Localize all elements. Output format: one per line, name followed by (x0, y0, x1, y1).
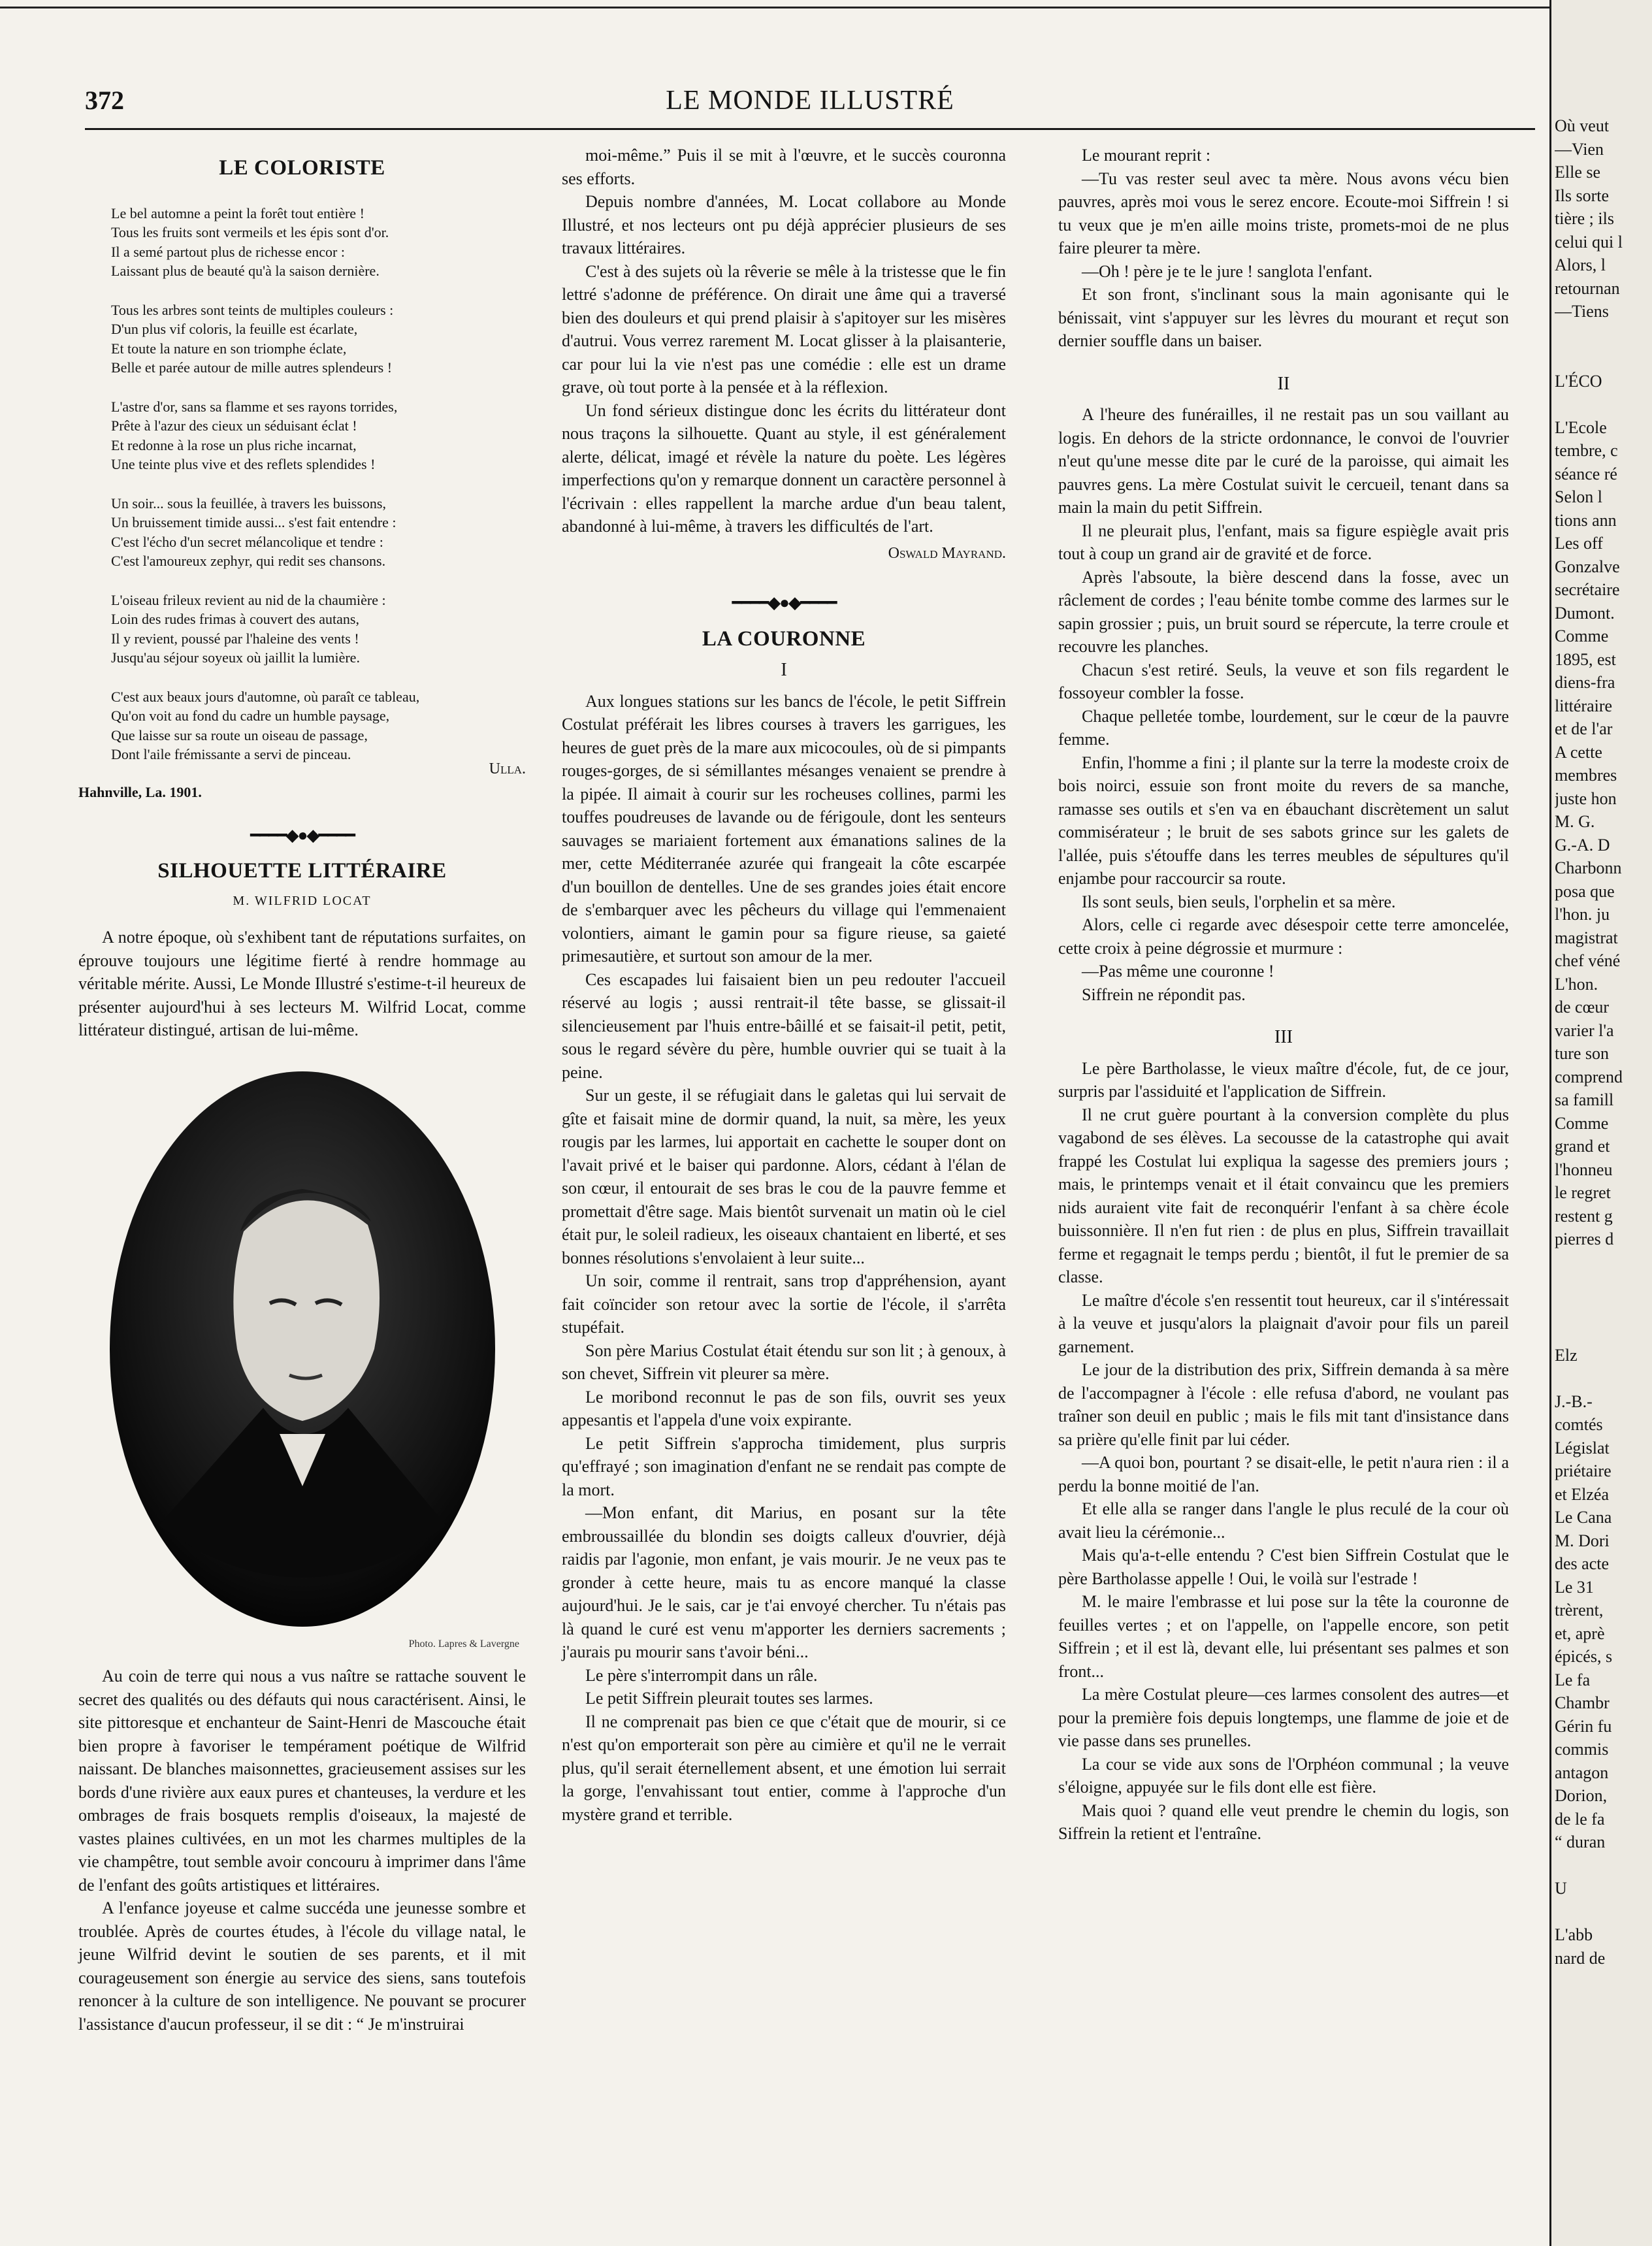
paragraph: Le petit Siffrein s'approcha timidement, plus surpris qu'effrayé ; son imagination d'enfant ne se rendait pas compte de la mort. (562, 1433, 1006, 1499)
poem-line: Et redonne à la rose un plus riche incarnat, (111, 436, 357, 453)
adjacent-line: Le 31 (1555, 1577, 1594, 1597)
paragraph: —Mon enfant, dit Marius, en posant sur la tête embroussaillée du blondin ses doigts calleux d'ouvrier, déjà raidis par l'agonie, mon enfant, je vais mourir. Je ne veux pas te gronder à cette heure, mais tu as encore manqué la classe aujourd'hui. Je le sais, car je t'ai envoyé chercher. Tu n'étais pas là quand le curé est venu m'apporter les derniers sacrements ; j'aurais pu mourir sans t'avoir béni... (562, 1503, 1006, 1661)
adjacent-page-column (1555, 114, 1652, 1970)
adjacent-line: varier l'a (1555, 1020, 1614, 1040)
adjacent-line: Alors, l (1555, 255, 1606, 274)
adjacent-line: L'hon. (1555, 974, 1598, 994)
column-2 (562, 144, 1006, 1826)
poem-line: Il a semé partout plus de richesse encor : (111, 243, 345, 260)
adjacent-line: tembre, c (1555, 441, 1618, 460)
adjacent-line: Législat (1555, 1438, 1610, 1457)
adjacent-line: membres (1555, 766, 1617, 785)
paragraph: —Tu vas rester seul avec ta mère. Nous avons vécu bien pauvres, après moi vous le serez encore. Ecoute-moi Siffrein ! si tu veux que je m'en aille moins triste, promets-moi de ne plus faire pleurer ta mère. (1058, 169, 1509, 257)
top-border-line (0, 7, 1652, 8)
adjacent-line: Gonzalve (1555, 557, 1620, 576)
couronne-part-3 (1058, 1057, 1509, 1846)
adjacent-line: M. G. (1555, 812, 1595, 831)
poem-line: Loin des rudes frimas à couvert des autans, (111, 611, 359, 627)
adjacent-line: M. Dori (1555, 1531, 1610, 1550)
paragraph: Le père s'interrompit dans un râle. (585, 1665, 818, 1685)
adjacent-line: ture son (1555, 1044, 1610, 1063)
adjacent-line: Le fa (1555, 1670, 1591, 1689)
paragraph: Il ne comprenait pas bien ce que c'était que de mourir, si ce n'est qu'on emporterait son père au cimière et qu'il ne le verrait plus, qu'il serait éternellement absent, et une émotion lui serrait la gorge, l'envahissant tout entier, comme à l'approche d'un mystère grand et terrible. (562, 1712, 1006, 1824)
paragraph: La cour se vide aux sons de l'Orphéon communal ; la veuve s'éloigne, appuyée sur le fils dont elle est fière. (1058, 1754, 1509, 1797)
adjacent-line: diens-fra (1555, 673, 1615, 692)
paragraph: Siffrein ne répondit pas. (1082, 985, 1246, 1004)
adjacent-line: et, aprè (1555, 1623, 1605, 1643)
adjacent-line: priétaire (1555, 1461, 1612, 1480)
adjacent-line: Dumont. (1555, 603, 1615, 623)
paragraph: Alors, celle ci regarde avec désespoir cette terre amoncelée, cette croix à peine dégrossie et murmure : (1058, 915, 1509, 958)
poem-line: Prête à l'azur des cieux un séduisant éclat ! (111, 417, 357, 434)
photo-caption: Photo. Lapres & Lavergne (408, 1638, 519, 1650)
poem-stanza (111, 494, 526, 571)
adjacent-line: nard de (1555, 1948, 1606, 1968)
adjacent-line: J.-B.- (1555, 1392, 1593, 1411)
ornament-divider-2: ━━━━◆●◆━━━━ (732, 593, 836, 612)
paragraph: Mais qu'a-t-elle entendu ? C'est bien Siffrein Costulat que le père Bartholasse appelle ! Oui, le voilà sur l'estrade ! (1058, 1546, 1509, 1588)
poem-title: LE COLORISTE (219, 156, 385, 180)
adjacent-line: l'honneu (1555, 1160, 1613, 1179)
adjacent-line (1555, 346, 1652, 370)
adjacent-line: sa famill (1555, 1090, 1614, 1109)
paragraph: A notre époque, où s'exhibent tant de réputations surfaites, on éprouve toujours une légitime fierté à rendre hommage au véritable mérite. Aussi, Le Monde Illustré s'estime-t-il heureux de présenter aujourd'hui à ses lecteurs M. Wilfrid Locat, comme littérateur distingué, artisan de lui-même. (78, 928, 526, 1039)
header-rule (85, 128, 1535, 130)
column-3 (1058, 144, 1509, 1846)
adjacent-line: A cette (1555, 742, 1602, 762)
poem-place-date: Hahnville, La. 1901. (78, 784, 202, 800)
poem-line: L'oiseau frileux revient au nid de la chaumière : (111, 591, 386, 608)
poem-line: Dont l'aile frémissante a servi de pinceau. (111, 746, 351, 762)
couronne-part-2 (1058, 403, 1509, 1006)
adjacent-line: Comme (1555, 1113, 1609, 1133)
adjacent-line: juste hon (1555, 789, 1617, 808)
paragraph: Enfin, l'homme a fini ; il plante sur la terre la modeste croix de bois noirci, essuie son front moite du revers de sa manche, ramasse ses outils et s'en va en ébauchant discrètement un salut commisérateur ; le bruit de ses sabots grince sur les galets de l'allée, puis s'étouffe dans les terres meubles de sépultures qu'il enjambe pour raccourcir sa route. (1058, 753, 1509, 888)
section-number-3: III (1274, 1027, 1293, 1047)
poem-line: Belle et parée autour de mille autres splendeurs ! (111, 359, 393, 376)
silhouette-intro (78, 926, 526, 1042)
paragraph: —Pas même une couronne ! (1082, 962, 1274, 981)
adjacent-line (1555, 1320, 1652, 1344)
poem-line: Le bel automne a peint la forêt tout entière ! (111, 204, 364, 221)
adjacent-line: pierres d (1555, 1229, 1614, 1248)
adjacent-line: épicés, s (1555, 1647, 1613, 1666)
paragraph: moi-même.” Puis il se mit à l'œuvre, et le succès couronna ses efforts. (562, 146, 1006, 188)
paragraph: Après l'absoute, la bière descend dans la fosse, avec un râclement de cordes ; l'eau bénite tombe comme des larmes sur le sapin grossier ; puis, un bruit sourd se répercute, la terre croule et recouvre les planches. (1058, 567, 1509, 656)
silhouette-signature: Oswald Mayrand. (888, 544, 1006, 562)
adjacent-line: comprend (1555, 1067, 1623, 1086)
adjacent-line: secrétaire (1555, 580, 1620, 599)
silhouette-continued (562, 144, 1006, 538)
paragraph: Ils sont seuls, bien seuls, l'orphelin et sa mère. (1082, 892, 1396, 911)
adjacent-line (1555, 393, 1652, 416)
adjacent-line: Selon l (1555, 487, 1602, 506)
paragraph: —Oh ! père je te le jure ! sanglota l'enfant. (1082, 261, 1373, 281)
adjacent-line: —Vien (1555, 139, 1604, 159)
poem-line: Qu'on voit au fond du cadre un humble paysage, (111, 708, 390, 724)
poem-line: Un bruissement timide aussi... s'est fait entendre : (111, 514, 397, 530)
adjacent-line: grand et (1555, 1137, 1610, 1156)
paragraph: Et son front, s'inclinant sous la main agonisante qui le bénissait, vint s'appuyer sur les lèvres du mourant et reçut son dernier souffle dans un baiser. (1058, 285, 1509, 350)
paragraph: Un fond sérieux distingue donc les écrits du littérateur dont nous traçons la silhouette. Quant au style, il est généralement alerte, délicat, imagé et révèle la nature du poète. Les légères imperfections qu'on y remarque donnent un caractère personnel à l'écrivain : elles rappellent la marche ardue d'un beau talent, abandonné à lui-même, à travers les difficultés de l'art. (562, 400, 1006, 536)
adjacent-line: et de l'ar (1555, 719, 1613, 738)
paragraph: Il ne pleurait plus, l'enfant, mais sa figure espiègle avait pris tout à coup un grand air de gravité et de force. (1058, 521, 1509, 563)
paragraph: Mais quoi ? quand elle veut prendre le chemin du logis, son Siffrein la retient et l'entraîne. (1058, 1800, 1509, 1843)
poem-stanza (111, 687, 526, 764)
poem-line: Tous les fruits sont vermeils et les épis sont d'or. (111, 224, 389, 240)
adjacent-line: G.-A. D (1555, 835, 1610, 854)
adjacent-line: Comme (1555, 627, 1609, 645)
adjacent-line: U (1555, 1879, 1567, 1898)
poem-line: Il y revient, poussé par l'haleine des vents ! (111, 630, 359, 647)
paragraph: Il ne crut guère pourtant à la conversion complète du plus vagabond de ses élèves. La secousse de la catastrophe qui avait frappé les Costulat lui expliqua la sagesse des premiers jours ; mais, le printemps venait et il était convaincu que les premiers nids auraient vite fait de reconquérir l'enfant à sa chère école buissonnière. Il n'en fut rien : de plus en plus, Siffrein travaillait ferme et regagnait le temps perdu ; bientôt, il fut le premier de sa classe. (1058, 1105, 1509, 1286)
poem-stanza (111, 301, 526, 378)
adjacent-line: Dorion, (1555, 1786, 1608, 1805)
adjacent-line: tière ; ils (1555, 209, 1614, 228)
poem-line: Laissant plus de beauté qu'à la saison dernière. (111, 263, 380, 279)
paragraph: Ces escapades lui faisaient bien un peu redouter l'accueil réservé au logis ; aussi rentrait-il tête basse, se glissait-il silencieusement par l'huis entre-bâillé et se faisait-il petit, petit, sous le regard sévère du père, humble ouvrier qui se tuait à la peine. (562, 969, 1006, 1082)
paragraph: C'est à des sujets où la rêverie se mêle à la tristesse que le fin lettré s'adonne de préférence. On dirait une âme qui a traversé bien des douleurs et qui prend plaisir à s'apitoyer sur les misères d'autrui. Vous verrez rarement M. Locat glisser à la plaisanterie, car pour lui la vie n'est pas une comédie : elle est un drame grave, où tout porte à la pensée et à la réflexion. (562, 261, 1006, 397)
adjacent-line: Chambr (1555, 1693, 1610, 1712)
paragraph: Le petit Siffrein pleurait toutes ses larmes. (585, 1689, 873, 1708)
adjacent-line: comtés (1555, 1415, 1603, 1434)
poem-line: Un soir... sous la feuillée, à travers les buissons, (111, 495, 386, 512)
adjacent-line: magistrat (1555, 928, 1618, 947)
poem-line: Jusqu'au séjour soyeux où jaillit la lumière. (111, 649, 360, 666)
adjacent-line: Le Cana (1555, 1508, 1612, 1527)
adjacent-line (1555, 1900, 1652, 1924)
adjacent-line: l'hon. ju (1555, 905, 1610, 924)
paragraph: Le jour de la distribution des prix, Siffrein demanda à sa mère de l'accompagner à l'école : elle refusa d'abord, ne voulant pas traîner son deuil en public ; mais le fils mit tant d'insistance dans sa prière qu'elle finit par lui céder. (1058, 1360, 1509, 1449)
adjacent-line: trèrent, (1555, 1601, 1604, 1619)
adjacent-line: tions ann (1555, 510, 1617, 530)
page-header (85, 85, 1535, 124)
paragraph: Sur un geste, il se réfugiait dans le galetas qui lui servait de gîte et faisait mine de dormir quand, la nuit, sa mère, les yeux rougis par les larmes, lui apportait en cachette le souper dont on l'avait privé et le baiser qui pardonne. Alors, cédant à l'élan de son cœur, il entourait de ses bras le cou de la pauvre femme et promettait d'être sage. Mais bientôt survenait un matin où le ciel était pur, le soleil radieux, les oiseaux chantaient en liberté, et ses bonnes résolutions s'envolaient à leur suite... (562, 1086, 1006, 1267)
adjacent-line: L'ÉCO (1555, 371, 1602, 391)
paragraph: M. le maire l'embrasse et lui pose sur la tête la couronne de feuilles vertes ; et on l'appelle, on l'appelle encore, son petit Siffrein ; et il est là, devant elle, lui présentant ses palmes et son front... (1058, 1592, 1509, 1681)
poem-stanza (111, 204, 526, 281)
poem-line: Tous les arbres sont teints de multiples couleurs : (111, 301, 394, 318)
adjacent-line: le regret (1555, 1183, 1611, 1202)
adjacent-line: Ils sorte (1555, 186, 1610, 205)
poem-stanza (111, 591, 526, 668)
adjacent-line: de le fa (1555, 1809, 1605, 1829)
paragraph: A l'heure des funérailles, il ne restait pas un sou vaillant au logis. En dehors de la stricte ordonnance, le convoi de l'ouvrier n'eut qu'une messe dite par le curé de la paroisse, qui aimait les pauvres gens. La mère Costulat suivit le cercueil, tenant dans sa main la main du petit Siffrein. (1058, 405, 1509, 517)
adjacent-line: posa que (1555, 881, 1615, 901)
paragraph: Depuis nombre d'années, M. Locat collabore au Monde Illustré, et nos lecteurs ont pu déjà apprécier plusieurs de ses travaux littéraires. (562, 192, 1006, 257)
section-number-1: I (781, 660, 787, 680)
adjacent-line: Elle se (1555, 163, 1601, 182)
adjacent-line: Où veut (1555, 116, 1610, 135)
adjacent-line: Gérin fu (1555, 1716, 1612, 1736)
ornament-divider: ━━━━◆●◆━━━━ (250, 825, 354, 845)
adjacent-line: L'Ecole (1555, 417, 1607, 437)
article-title-couronne: LA COURONNE (702, 627, 866, 651)
poem-line: C'est aux beaux jours d'automne, où paraît ce tableau, (111, 688, 420, 705)
adjacent-line: des acte (1555, 1554, 1610, 1573)
poem-line: C'est l'amoureux zephyr, qui redit ses chansons. (111, 553, 386, 569)
silhouette-body (78, 1665, 526, 2036)
adjacent-line: retournan (1555, 278, 1620, 298)
paragraph: Chaque pelletée tombe, lourdement, sur le cœur de la pauvre femme. (1058, 706, 1509, 749)
adjacent-line (1555, 1251, 1652, 1275)
poem-line: Et toute la nature en son triomphe éclate, (111, 340, 347, 357)
adjacent-line (1555, 1854, 1652, 1878)
paragraph: Chacun s'est retiré. Seuls, la veuve et son fils regardent le fossoyeur combler la fosse. (1058, 660, 1509, 702)
adjacent-line: chef véné (1555, 951, 1621, 970)
poem-line: Une teinte plus vive et des reflets splendides ! (111, 456, 376, 472)
paragraph: Un soir, comme il rentrait, sans trop d'appréhension, ayant fait coïncider son retour avec la sortie de l'école, il s'arrêta stupéfait. (562, 1271, 1006, 1337)
adjacent-line: antagon (1555, 1763, 1609, 1782)
column-1 (78, 144, 526, 2036)
article-title-silhouette: SILHOUETTE LITTÉRAIRE (157, 859, 447, 883)
paragraph: La mère Costulat pleure—ces larmes consolent des autres—et pour la première fois depuis longtemps, une flamme de joie et de vie passe dans ses prunelles. (1058, 1685, 1509, 1750)
paragraph: Le père Bartholasse, le vieux maître d'école, fut, de ce jour, surpris par l'assiduité et l'application de Siffrein. (1058, 1058, 1509, 1101)
adjacent-line (1555, 1274, 1652, 1297)
adjacent-line (1555, 1297, 1652, 1321)
section-number-2: II (1277, 373, 1290, 394)
adjacent-line (1555, 323, 1652, 347)
adjacent-line: et Elzéa (1555, 1484, 1609, 1504)
paragraph: Et elle alla se ranger dans l'angle le plus reculé de la cour où avait lieu la cérémonie... (1058, 1499, 1509, 1542)
poem-line: Que laisse sur sa route un oiseau de passage, (111, 726, 368, 743)
paragraph: Le moribond reconnut le pas de son fils, ouvrit ses yeux appesantis et l'appela d'une voix expirante. (562, 1387, 1006, 1429)
paragraph: A l'enfance joyeuse et calme succéda une jeunesse sombre et troublée. Après de courtes études, à l'école du village natal, le jeune Wilfrid devint le soutien de ses parents, et il mit courageusement son énergie au service des siens, sans toutefois renoncer à la culture de son intelligence. Ne pouvant se procurer l'assistance d'aucun professeur, il se dit : “ Je m'instruirai (78, 1898, 526, 2034)
poem-line: D'un plus vif coloris, la feuille est écarlate, (111, 321, 358, 337)
paragraph: Au coin de terre qui nous a vus naître se rattache souvent le secret des qualités ou des défauts qui nous caractérisent. Ainsi, le site pittoresque et enchanteur de Saint-Henri de Mascouche était bien propre à favoriser le tempérament poétique de Wilfrid naissant. De blanches maisonnettes, gracieusement assises sur les bords d'une rivière aux eaux pures et chanteuses, la verdure et les ombrages de frais bosquets remplis d'oiseaux, la majesté de vastes plaines cultivées, en un mot les charmes multiples de la vie champêtre, tout semble avoir concouru à imprimer dans l'âme de l'enfant des goûts artistiques et littéraires. (78, 1667, 526, 1895)
poem-body (111, 204, 526, 764)
adjacent-line: “ duran (1555, 1832, 1606, 1851)
poem-signature: Ulla. (489, 760, 526, 777)
poem-stanza (111, 397, 526, 474)
adjacent-line: Les off (1555, 534, 1603, 553)
adjacent-line: commis (1555, 1740, 1609, 1759)
adjacent-line: restent g (1555, 1206, 1613, 1226)
adjacent-line: 1895, est (1555, 649, 1616, 669)
paragraph: Le mourant reprit : (1082, 146, 1211, 165)
adjacent-line: —Tiens (1555, 302, 1609, 321)
couronne-part-1 (562, 690, 1006, 1827)
portrait-photo (106, 1068, 498, 1630)
adjacent-line: L'abb (1555, 1925, 1593, 1944)
adjacent-line: celui qui l (1555, 232, 1623, 252)
adjacent-line (1555, 1367, 1652, 1390)
adjacent-line: Charbonn (1555, 858, 1622, 877)
article-subtitle: M. WILFRID LOCAT (233, 893, 372, 908)
adjacent-line: littéraire (1555, 696, 1613, 715)
adjacent-line: de cœur (1555, 998, 1610, 1017)
paragraph: Le maître d'école s'en ressentit tout heureux, car il s'intéressait à la veuve et jusqu'alors la plaignait d'avoir pour fils un pareil garnement. (1058, 1290, 1509, 1356)
page-number: 372 (85, 86, 124, 115)
poem-line: C'est l'écho d'un secret mélancolique et tendre : (111, 533, 383, 550)
paragraph: Son père Marius Costulat était étendu sur son lit ; à genoux, à son chevet, Siffrein vit pleurer sa mère. (562, 1341, 1006, 1383)
adjacent-line: séance ré (1555, 464, 1617, 483)
paragraph: Aux longues stations sur les bancs de l'école, le petit Siffrein Costulat préférait les libres courses à travers les garrigues, les heures de guet près de la mare aux micocoules, où de si pimpants rouges-gorges, de si sémillantes mésanges venaient se prendre à la pipée. Il aimait à courir sur les rocheuses collines, parmi les touffes poudreuses de lavande ou de férigoule, dont les senteurs sauvages se mariaient fortement aux émanations salines de la mer, cette Méditerranée azurée qui frangeait la côte escarpée d'un bouillon de dentelles. Une de ses grandes joies était encore de s'embarquer avec les pêcheurs du village qui l'emmenaient volontiers, aimant le gamin pour sa figure rieuse, sa gaieté primesautière, et surtout son amour de la mer. (562, 691, 1006, 966)
couronne-part-1-continued (1058, 144, 1509, 353)
journal-title: LE MONDE ILLUSTRÉ (666, 86, 954, 116)
poem-line: L'astre d'or, sans sa flamme et ses rayons torrides, (111, 398, 398, 415)
adjacent-line: Elz (1555, 1345, 1578, 1365)
paragraph: —A quoi bon, pourtant ? se disait-elle, le petit n'aura rien : il a perdu la bonne moitié de l'an. (1058, 1453, 1509, 1495)
